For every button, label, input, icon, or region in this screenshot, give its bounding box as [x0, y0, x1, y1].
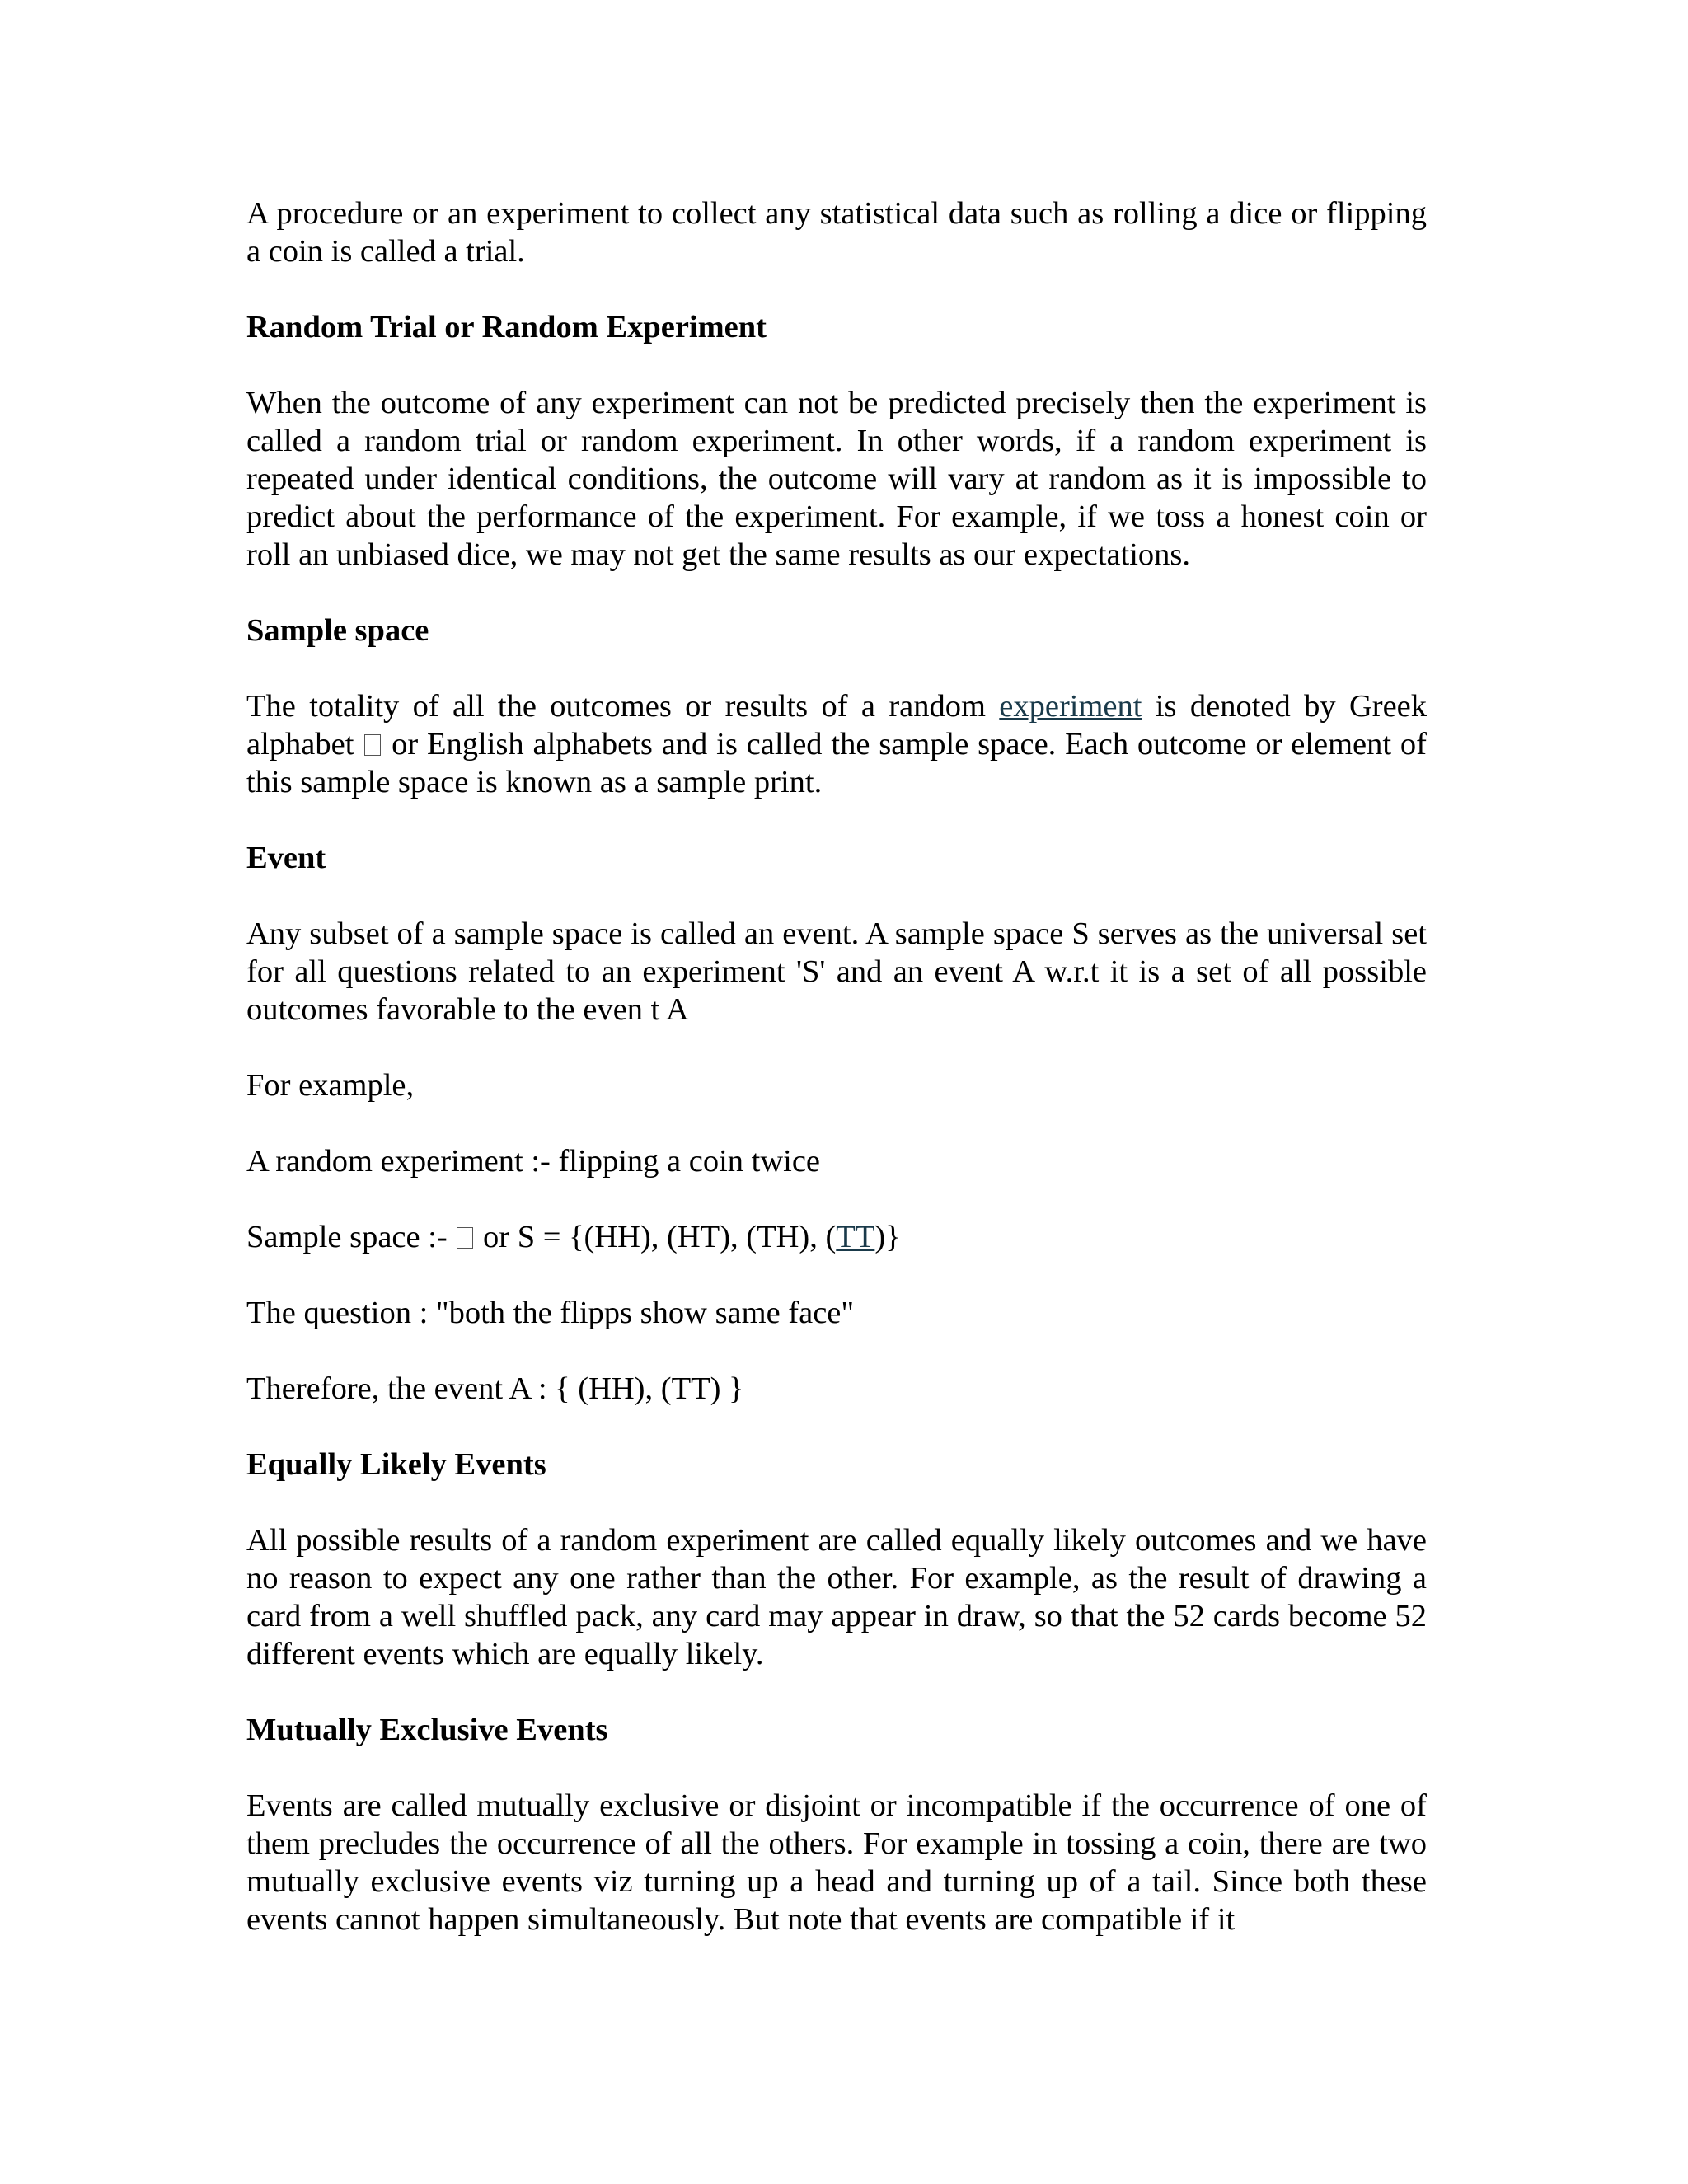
sample-space-mid: or S = {(HH), (HT), (TH), (	[475, 1220, 837, 1254]
random-trial-heading: Random Trial or Random Experiment	[246, 310, 767, 344]
missing-glyph-icon	[364, 734, 381, 756]
mutually-exclusive-paragraph: Events are called mutually exclusive or disjoint or incompatible if the occurrence of one of them precludes the occurrence of all the others. For example in tossing a coin, there are two mutually exclusive events viz turning up a head and turning up of a tail. Since both these events cannot happen simultaneously. But note that events are compatible if it	[246, 1788, 1427, 1937]
event-random-experiment: A random experiment :- flipping a coin twice	[246, 1144, 821, 1179]
event-therefore: Therefore, the event A : { (HH), (TT) }	[246, 1371, 744, 1406]
sample-space-paragraph	[246, 687, 1427, 801]
equally-likely-paragraph: All possible results of a random experiment are called equally likely outcomes and we have no reason to expect any one rather than the other. For example, as the result of drawing a card from a well shuffled pack, any card may appear in draw, so that the 52 cards become 52 different events which are equally likely.	[246, 1523, 1427, 1671]
sample-space-heading: Sample space	[246, 613, 429, 648]
missing-glyph-icon	[457, 1227, 473, 1249]
random-trial-paragraph: When the outcome of any experiment can not be predicted precisely then the experiment is called a random trial or random experiment. In other words, if a random experiment is repeated under identical conditions, the outcome will vary at random as it is impossible to predict about the performance of the experiment. For example, if we toss a honest coin or roll an unbiased dice, we may not get the same results as our expectations.	[246, 386, 1427, 572]
document-page	[246, 194, 1427, 1938]
experiment-link[interactable]: experiment	[999, 689, 1142, 724]
event-paragraph: Any subset of a sample space is called an event. A sample space S serves as the universal set for all questions related to an experiment 'S' and an event A w.r.t it is a set of all possible outcomes favorable to the even t A	[246, 916, 1427, 1027]
sample-space-suffix: )}	[874, 1220, 901, 1254]
event-heading: Event	[246, 841, 326, 875]
tt-link[interactable]: TT	[836, 1220, 875, 1254]
event-example-intro: For example,	[246, 1068, 415, 1103]
sample-space-text-1: The totality of all the outcomes or results of a random	[246, 689, 1000, 724]
sample-space-text-2: is denoted by Greek alphabet	[246, 689, 1427, 762]
sample-space-prefix: Sample space :-	[246, 1220, 456, 1254]
event-sample-space-line	[246, 1218, 1427, 1256]
mutually-exclusive-heading: Mutually Exclusive Events	[246, 1713, 608, 1747]
event-question: The question : "both the flipps show same face"	[246, 1296, 855, 1330]
sample-space-text-3: or English alphabets and is called the sample space. Each outcome or element of this sample space is known as a sample print.	[246, 727, 1427, 799]
intro-paragraph: A procedure or an experiment to collect any statistical data such as rolling a dice or flipping a coin is called a trial.	[246, 196, 1427, 269]
equally-likely-heading: Equally Likely Events	[246, 1447, 546, 1482]
